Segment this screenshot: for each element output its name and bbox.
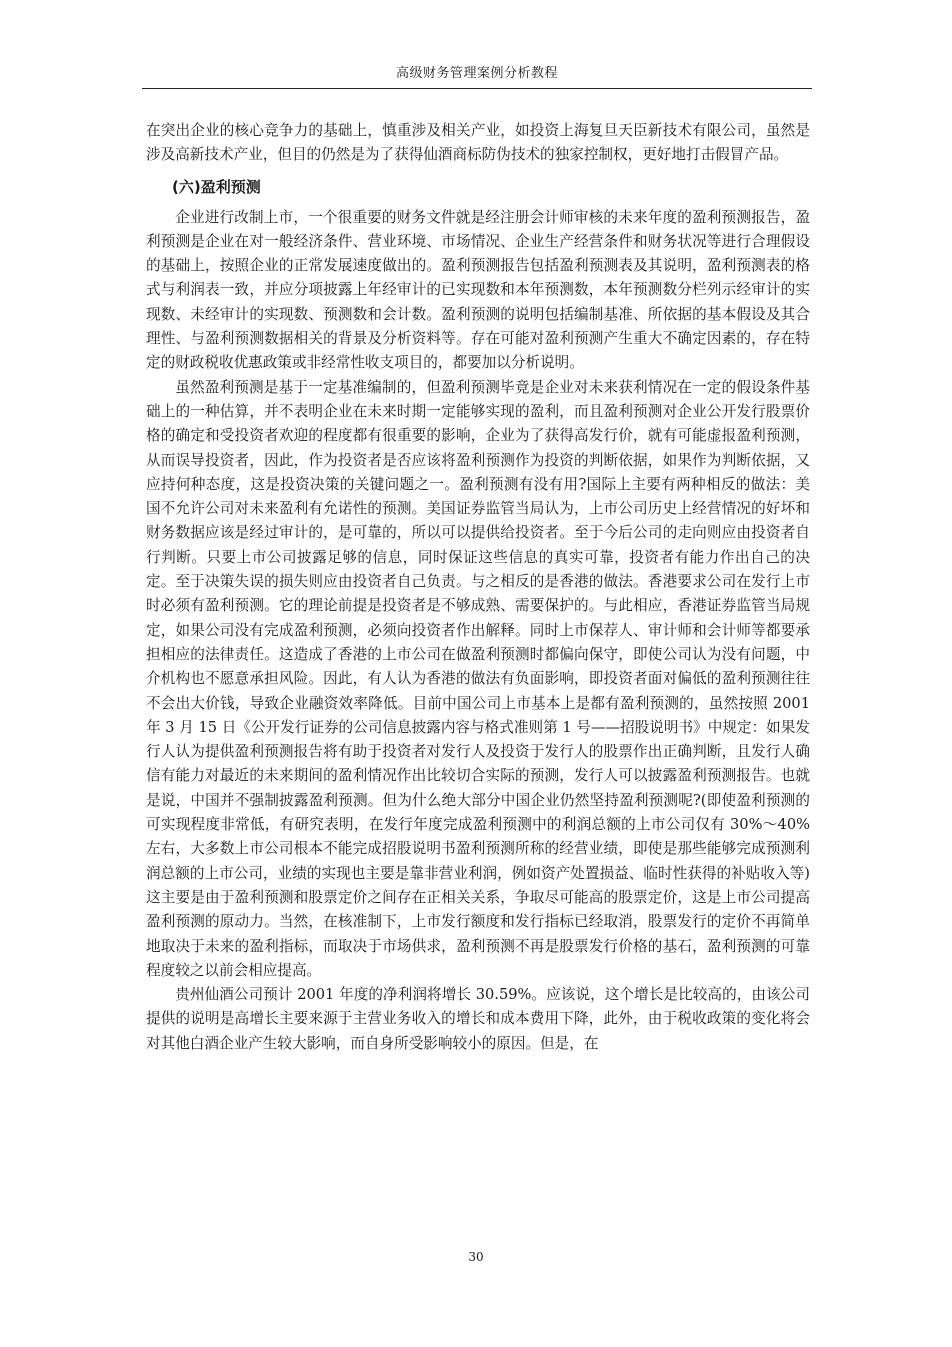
body-paragraph: 虽然盈利预测是基于一定基准编制的，但盈利预测毕竟是企业对未来获利情况在一定的假设条件基础上的一种估算，并不表明企业在未来时期一定能够实现的盈利，而且盈利预测对企业公开发行股票价格的确定和受投资者欢迎的程度都有很重要的影响，企业为了获得高发行价，就有可能虚报盈利预测，从而误导投资者，因此，作为投资者是否应该将盈利预测作为投资的判断依据，如果作为判断依据，又应持何种态度，这是投资决策的关键问题之一。盈利预测有没有用?国际上主要有两种相反的做法：美国不允许公司对未来盈利有允诺性的预测。美国证券监管当局认为，上市公司历史上经营情况的好坏和财务数据应该是经过审计的，是可靠的，所以可以提供给投资者。至于今后公司的走向则应由投资者自行判断。只要上市公司披露足够的信息，同时保证这些信息的真实可靠，投资者有能力作出自己的决定。至于决策失误的损失则应由投资者自己负责。与之相反的是香港的做法。香港要求公司在发行上市时必须有盈利预测。它的理论前提是投资者是不够成熟、需要保护的。与此相应，香港证券监管当局规定，如果公司没有完成盈利预测，必须向投资者作出解释。同时上市保荐人、审计师和会计师等都要承担相应的法律责任。这造成了香港的上市公司在做盈利预测时都偏向保守，即使公司认为没有问题，中介机构也不愿意承担风险。因此，有人认为香港的做法有负面影响，即投资者面对偏低的盈利预测往往不会出大价钱，导致企业融资效率降低。目前中国公司上市基本上是都有盈利预测的，虽然按照 2001 年 3 月 15 日《公开发行证券的公司信息披露内容与格式准则第 1 号——招股说明书》中规定：如果发行人认为提供盈利预测报告将有助于投资者对发行人及投资于发行人的股票作出正确判断，且发行人确信有能力对最近的未来期间的盈利情况作出比较切合实际的预测，发行人可以披露盈利预测报告。也就是说，中国并不强制披露盈利预测。但为什么绝大部分中国企业仍然坚持盈利预测呢?(即使盈利预测的可实现程度非常低，有研究表明，在发行年度完成盈利预测中的利润总额的上市公司仅有 30%～40%左右，大多数上市公司根本不能完成招股说明书盈利预测所称的经营业绩，即使是那些能够完成预测利润总额的上市公司，业绩的实现也主要是靠非营业利润，例如资产处置损益、临时性获得的补贴收入等)这主要是由于盈利预测和股票定价之间存在正相关关系，争取尽可能高的股票定价，这是上市公司提高盈利预测的原动力。当然，在核准制下，上市发行额度和发行指标已经取消，股票发行的定价不再简单地取决于未来的盈利指标，而取决于市场供求，盈利预测不再是股票发行价格的基石，盈利预测的可靠程度较之以前会相应提高。 <box>146 378 810 979</box>
page-header <box>142 62 812 89</box>
running-title: 高级财务管理案例分析教程 <box>395 66 558 81</box>
intro-paragraph: 在突出企业的核心竞争力的基础上，慎重涉及相关产业，如投资上海复旦天臣新技术有限公司，虽然是涉及高新技术产业，但目的仍然是为了获得仙酒商标防伪技术的独家控制权，更好地打击假冒产品。 <box>146 122 810 164</box>
section-heading: (六)盈利预测 <box>172 177 261 196</box>
page-body <box>146 119 810 1056</box>
page-number: 30 <box>468 1250 484 1264</box>
body-paragraph: 贵州仙酒公司预计 2001 年度的净利润将增长 30.59%。应该说，这个增长是比较高的，由该公司提供的说明是高增长主要来源于主营业务收入的增长和成本费用下降，此外，由于税收政策的变化将会对其他白酒企业产生较大影响，而自身所受影响较小的原因。但是，在 <box>146 986 810 1052</box>
body-paragraph: 企业进行改制上市，一个很重要的财务文件就是经注册会计师审核的未来年度的盈利预测报告，盈利预测是企业在对一般经济条件、营业环境、市场情况、企业生产经营条件和财务状况等进行合理假设的基础上，按照企业的正常发展速度做出的。盈利预测报告包括盈利预测表及其说明，盈利预测表的格式与利润表一致，并应分项披露上年经审计的已实现数和本年预测数，本年预测数分栏列示经审计的实现数、未经审计的实现数、预测数和会计数。盈利预测的说明包括编制基准、所依据的基本假设及其合理性、与盈利预测数据相关的背景及分析资料等。存在可能对盈利预测产生重大不确定因素的，存在特定的财政税收优惠政策或非经常性收支项目的，都要加以分析说明。 <box>146 208 810 372</box>
